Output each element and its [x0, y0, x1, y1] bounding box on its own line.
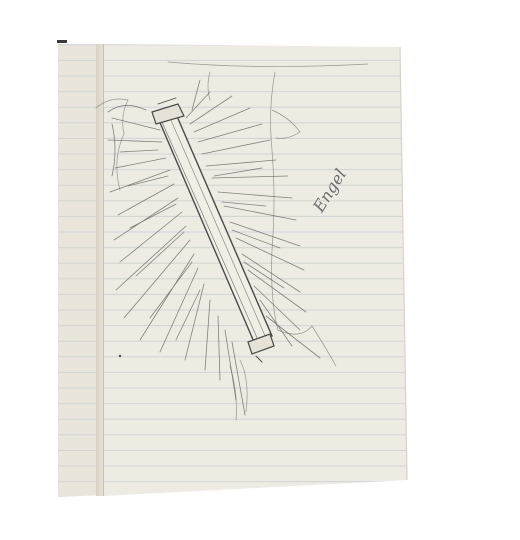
stray-dot [119, 355, 121, 357]
corner-mark [57, 40, 67, 43]
handwritten-word: Engel [309, 165, 351, 216]
right-page [104, 44, 407, 496]
